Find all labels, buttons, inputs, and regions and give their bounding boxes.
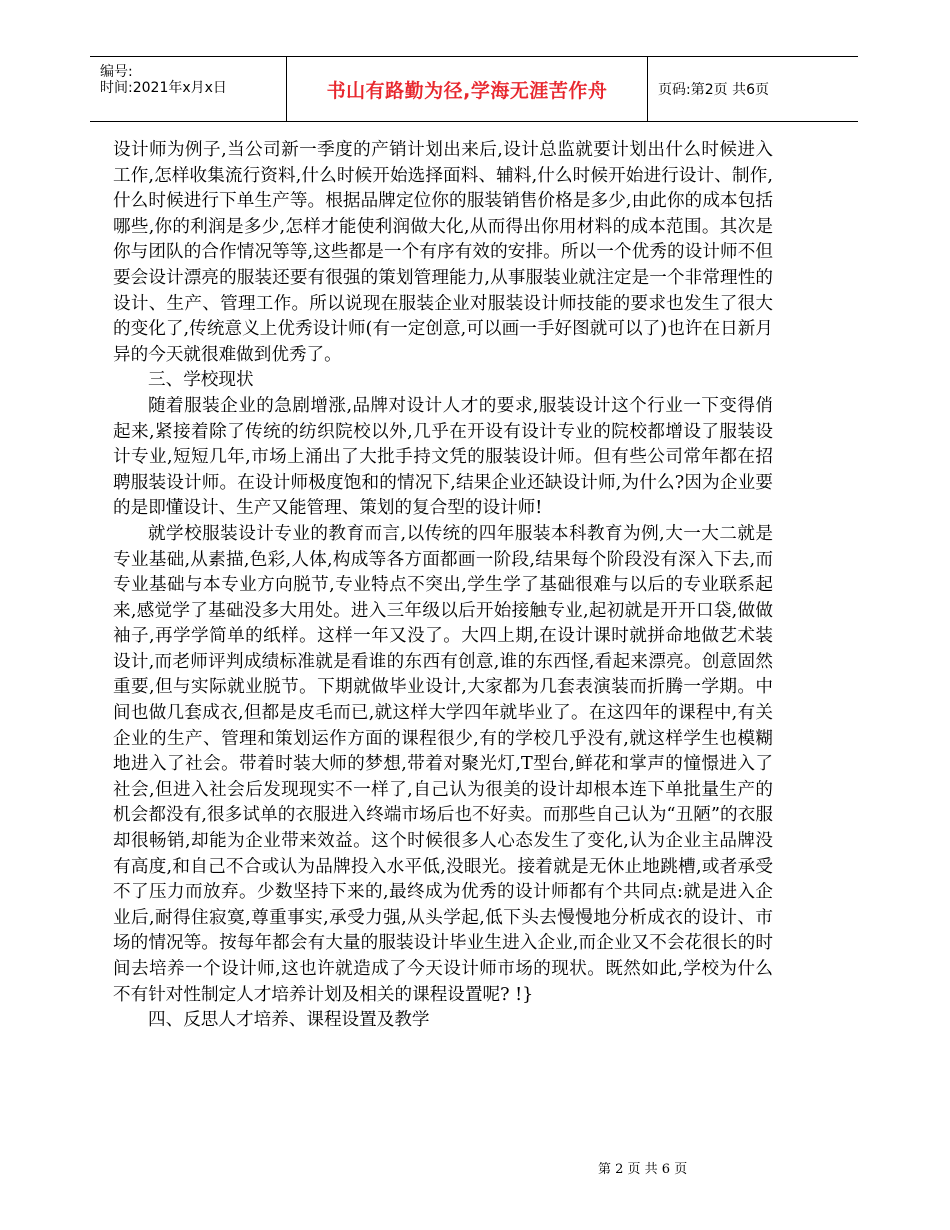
body-paragraph: 四、反思人才培养、课程设置及教学 xyxy=(148,1010,430,1031)
body-paragraph: 就学校服装设计专业的教育而言,以传统的四年服装本科教育为例,大一大二就是专业基础,从素描,色彩,人体,构成等各方面都画一阶段,结果每个阶段没有深入下去,而专业基础与本专业方向脱节,专业特点不突出,学生学了基础很难与以后的专业联系起来,感觉学了基础没多大用处。进入三年级以后开始接触专业,起初就是开开口袋,做做袖子,再学学简单的纸样。这样一年又没了。大四上期,在设计课时就拼命地做艺术装设计,而老师评判成绩标准就是看谁的东西有创意,谁的东西怪,看起来漂亮。创意固然重要,但与实际就业脱节。下期就做毕业设计,大家都为几套表演装而折腾一学期。中间也做几套成衣,但都是皮毛而已,就这样大学四年就毕业了。在这四年的课程中,有关企业的生产、管理和策划运作方面的课程很少,有的学校几乎没有,就这样学生也模糊地进入了社会。带着时装大师的梦想,带着对聚光灯,T型台,鲜花和掌声的憧憬进入了社会,但进入社会后发现现实不一样了,自己认为很美的设计却根本连下单批量生产的机会都没有,很多试单的衣服进入终端市场后也不好卖。而那些自己认为“丑陋”的衣服却很畅销,却能为企业带来效益。这个时候很多人心态发生了变化,认为企业主品牌没有高度,和自己不合或认为品牌投入水平低,没眼光。接着就是无休止地跳槽,或者承受不了压力而放弃。少数坚持下来的,最终成为优秀的设计师都有个共同点:就是进入企业后,耐得住寂寞,尊重事实,承受力强,从头学起,低下头去慢慢地分析成衣的设计、市场的情况等。按每年都会有大量的服装设计毕业生进入企业,而企业又不会花很长的时间去培养一个设计师,这也许就造成了今天设计师市场的现状。既然如此,学校为什么不有针对性制定人才培养计划及相关的课程设置呢? !} xyxy=(113,523,773,1005)
page-footer-number: 第 2 页 共 6 页 xyxy=(598,1162,688,1177)
document-number-label: 编号: xyxy=(100,64,133,80)
body-paragraph: 设计师为例子,当公司新一季度的产销计划出来后,设计总监就要计划出什么时候进入工作,怎样收集流行资料,什么时候开始选择面料、辅料,什么时候开始进行设计、制作,什么时候进行下单生产等。根据品牌定位你的服装销售价格是多少,由此你的成本包括哪些,你的利润是多少,怎样才能使利润做大化,从而得出你用材料的成本范围。其次是你与团队的合作情况等等,这些都是一个有序有效的安排。所以一个优秀的设计师不但要会设计漂亮的服装还要有很强的策划管理能力,从事服装业就注定是一个非常理性的设计、生产、管理工作。所以说现在服装企业对服装设计师技能的要求也发生了很大的变化了,传统意义上优秀设计师(有一定创意,可以画一手好图就可以了)也许在日新月异的今天就很难做到优秀了。 xyxy=(113,140,773,365)
body-paragraph: 三、学校现状 xyxy=(148,370,254,391)
document-body xyxy=(113,138,773,1034)
body-paragraph: 随着服装企业的急剧增涨,品牌对设计人才的要求,服装设计这个行业一下变得俏起来,紧接着除了传统的纺织院校以外,几乎在开设有设计专业的院校都增设了服装设计专业,短短几年,市场上涌出了大批手持文凭的服装设计师。但有些公司常年都在招聘服装设计师。在设计师极度饱和的情况下,结果企业还缺设计师,为什么?因为企业要的是即懂设计、生产又能管理、策划的复合型的设计师! xyxy=(113,395,773,519)
header-info-cell xyxy=(90,57,287,121)
document-time-label: 时间:2021年x月x日 xyxy=(100,80,227,96)
header-motto: 书山有路勤为径,学海无涯苦作舟 xyxy=(287,57,648,121)
page-header xyxy=(90,56,858,122)
header-page-number: 页码:第2页 共6页 xyxy=(658,82,769,98)
